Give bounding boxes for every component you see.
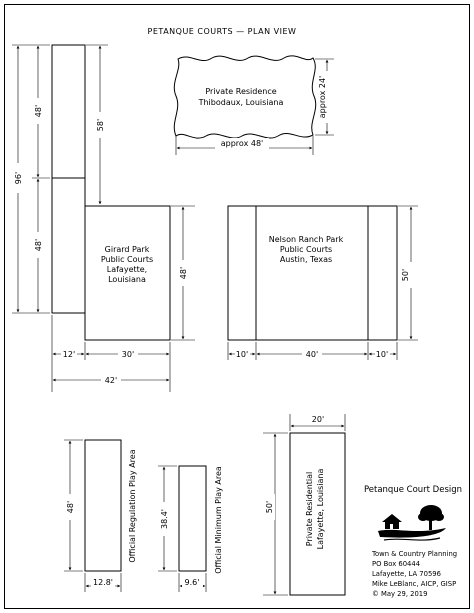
private-residential-label-2: Lafayette, Louisiana — [316, 468, 325, 550]
nelson-label-3: Austin, Texas — [279, 255, 333, 264]
dim-min-w-label: 9.6' — [184, 578, 200, 587]
org-address-2: Lafayette, LA 70596 — [372, 570, 441, 578]
dim-nelson-10-left-label: 10' — [235, 350, 249, 359]
residence-court-outline — [174, 56, 315, 138]
dim-58-label: 58' — [96, 118, 105, 132]
residence-label-1: Private Residence — [205, 87, 277, 96]
minimum-group — [158, 466, 223, 592]
dim-reg-w-label: 12.8' — [92, 578, 114, 587]
house-icon — [382, 514, 402, 529]
dim-nelson-40-label: 40' — [305, 350, 319, 359]
girard-label-2: Public Courts — [100, 255, 154, 264]
regulation-label: Official Regulation Play Area — [128, 449, 137, 563]
dim-42-label: 42' — [104, 376, 118, 385]
design-heading: Petanque Court Design — [363, 485, 463, 495]
dim-pr-w-label: 20' — [311, 415, 325, 424]
residence-label-2: Thibodaux, Louisiana — [198, 98, 284, 107]
org-name: Town & Country Planning — [372, 550, 458, 558]
nelson-label-1: Nelson Ranch Park — [268, 235, 344, 244]
minimum-court — [179, 466, 206, 571]
designer-name: Mike LeBlanc, AICP, GISP — [372, 580, 457, 588]
residence-group — [174, 56, 334, 155]
regulation-group — [64, 440, 137, 592]
girard-label-3: Lafayette, — [106, 265, 148, 274]
ground-wave-lower-icon — [384, 538, 440, 540]
title-block — [364, 485, 462, 598]
ground-wave-icon — [378, 528, 446, 538]
dim-48-lower-label: 48' — [34, 238, 43, 252]
dim-30-label: 30' — [121, 350, 135, 359]
girard-label-1: Girard Park — [104, 245, 150, 254]
private-residential-label-1: Private Residential — [305, 471, 314, 547]
dim-res-w-label: approx 48' — [220, 139, 264, 148]
dim-48-upper-label: 48' — [34, 104, 43, 118]
dim-nelson-10-right-label: 10' — [375, 350, 389, 359]
org-address-1: PO Box 60444 — [372, 560, 421, 568]
private-residential-group — [263, 413, 345, 595]
tree-icon — [418, 505, 444, 530]
dim-96-label: 96' — [14, 171, 23, 185]
regulation-court — [85, 440, 121, 571]
girard-left-strip — [52, 45, 85, 313]
minimum-label: Official Minimum Play Area — [214, 466, 223, 574]
girard-label-4: Louisiana — [108, 275, 146, 284]
dim-min-h-label: 38.4' — [160, 508, 169, 530]
dim-pr-h-label: 50' — [265, 500, 274, 514]
girard-park-group — [12, 45, 195, 392]
design-date: © May 29, 2019 — [372, 590, 428, 598]
nelson-ranch-group — [228, 206, 418, 360]
page-title: PETANQUE COURTS — PLAN VIEW — [147, 27, 297, 36]
dim-reg-h-label: 48' — [66, 500, 75, 514]
nelson-label-2: Public Courts — [279, 245, 333, 254]
nelson-court — [228, 206, 397, 340]
planning-logo — [378, 505, 446, 540]
dim-res-h-label: approx 24' — [318, 75, 327, 119]
dim-nelson-h-label: 50' — [401, 268, 410, 282]
dim-12-label: 12' — [62, 350, 76, 359]
dim-girard-h-label: 48' — [179, 266, 188, 280]
